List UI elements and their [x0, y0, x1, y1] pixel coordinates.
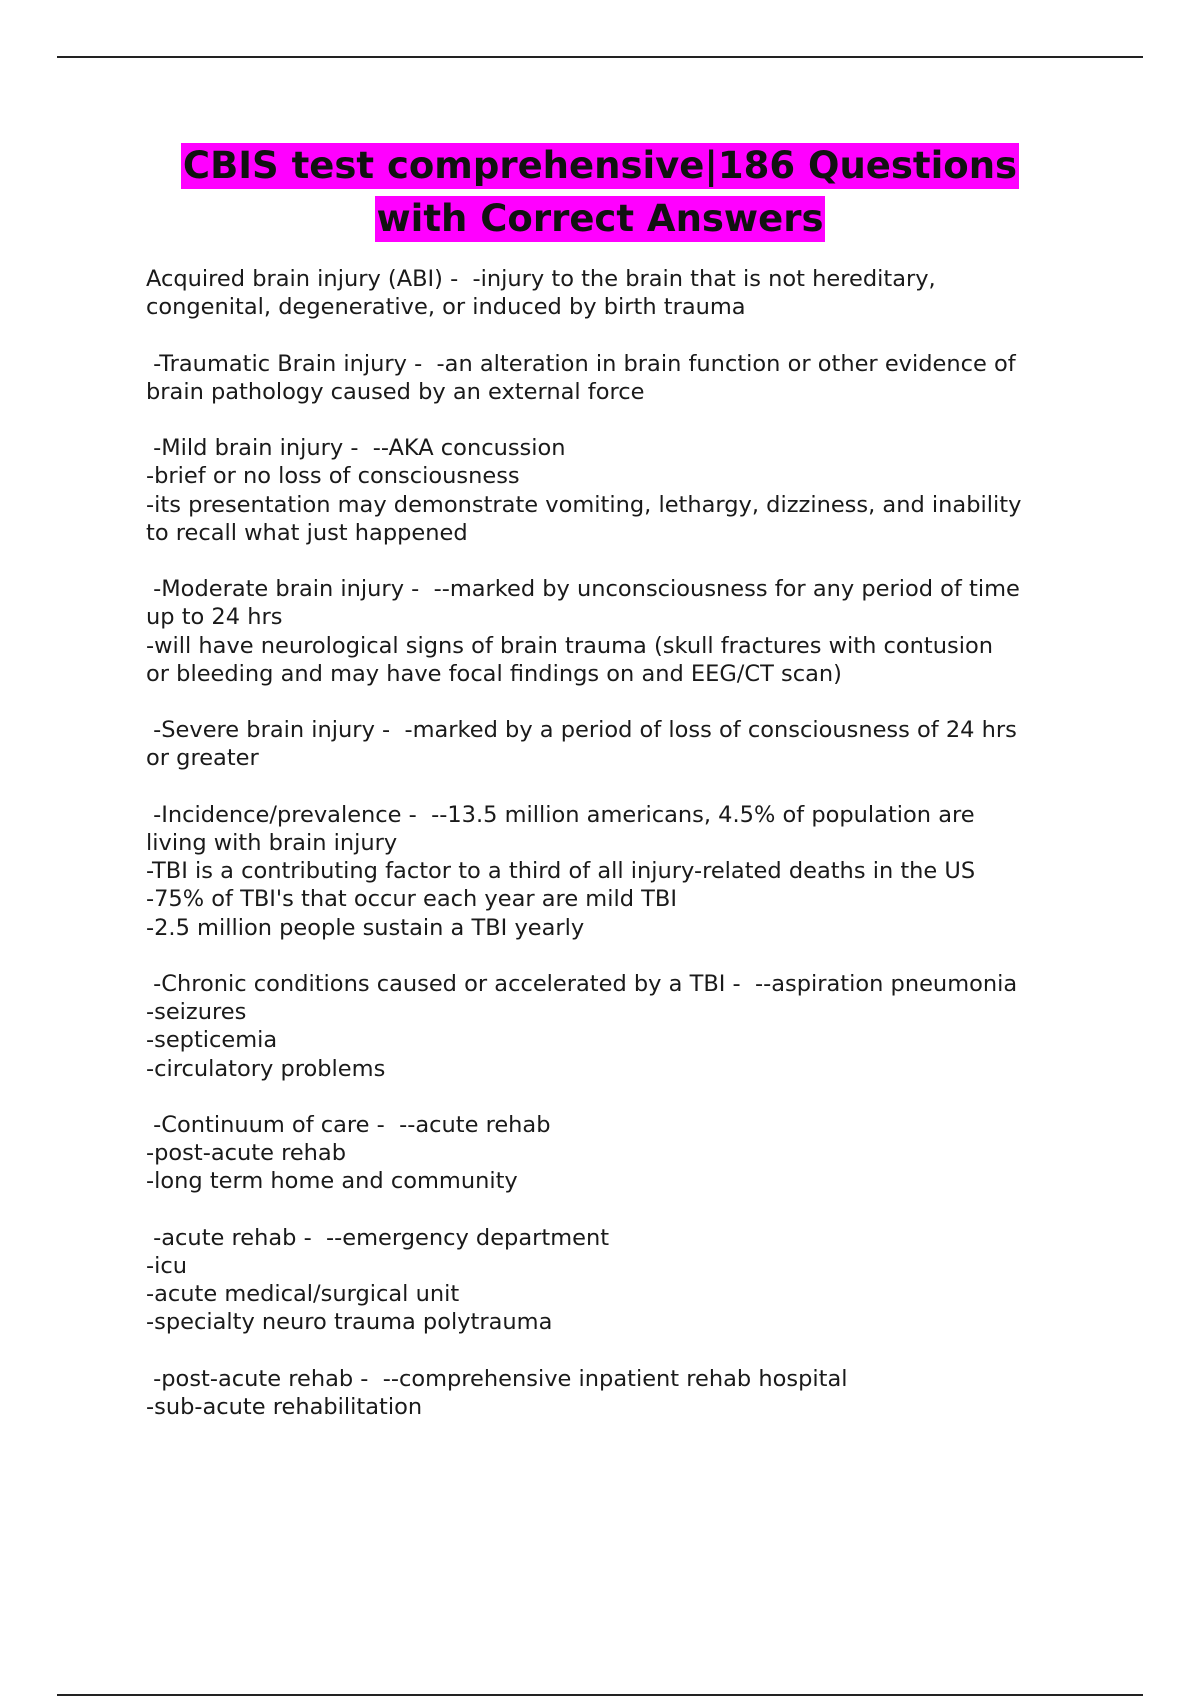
entry-chronic-conditions	[146, 970, 1096, 1083]
entry-line: -Continuum of care - --acute rehab	[146, 1111, 551, 1138]
entry-line: living with brain injury	[146, 829, 398, 856]
entry-severe-brain-injury	[146, 716, 1096, 772]
entry-line: -its presentation may demonstrate vomiting, lethargy, dizziness, and inability	[146, 491, 1022, 518]
entry-line: up to 24 hrs	[146, 604, 283, 631]
entry-line: -Traumatic Brain injury - -an alteration in brain function or other evidence of	[146, 350, 1016, 377]
entry-line: to recall what just happened	[146, 519, 468, 546]
entry-line: Acquired brain injury (ABI) - -injury to the brain that is not hereditary,	[146, 266, 936, 292]
entry-line: -post-acute rehab - --comprehensive inpatient rehab hospital	[146, 1365, 848, 1392]
entry-line: -specialty neuro trauma polytrauma	[146, 1309, 553, 1336]
entry-line: -icu	[146, 1252, 188, 1279]
entry-line: or greater	[146, 745, 259, 772]
entry-acquired-brain-injury	[146, 265, 1096, 321]
entry-line: -acute rehab - --emergency department	[146, 1224, 610, 1251]
entry-line: -seizures	[146, 999, 247, 1026]
entry-line: -post-acute rehab	[146, 1140, 346, 1167]
entry-line: -septicemia	[146, 1027, 278, 1054]
entry-line: -Incidence/prevalence - --13.5 million americans, 4.5% of population are	[146, 801, 975, 828]
entry-line: -acute medical/surgical unit	[146, 1281, 460, 1308]
entry-line: -brief or no loss of consciousness	[146, 463, 520, 490]
entry-line: congenital, degenerative, or induced by birth trauma	[146, 294, 746, 321]
document-title	[100, 143, 1100, 249]
entry-acute-rehab	[146, 1224, 1096, 1337]
entry-line: -Mild brain injury - --AKA concussion	[146, 435, 566, 462]
entry-line: -circulatory problems	[146, 1055, 386, 1082]
entry-line: -TBI is a contributing factor to a third of all injury-related deaths in the US	[146, 858, 976, 885]
entry-line: -2.5 million people sustain a TBI yearly	[146, 914, 585, 941]
entry-line: -long term home and community	[146, 1168, 518, 1195]
title-line-2: with Correct Answers	[376, 197, 824, 240]
entry-line: -Moderate brain injury - --marked by unconsciousness for any period of time	[146, 576, 1020, 603]
entry-mild-brain-injury	[146, 434, 1096, 547]
entry-line: -Severe brain injury - -marked by a period of loss of consciousness of 24 hrs	[146, 717, 1017, 744]
document-body	[146, 265, 1096, 1449]
entry-traumatic-brain-injury	[146, 350, 1096, 406]
entry-continuum-of-care	[146, 1111, 1096, 1196]
entry-line: -75% of TBI's that occur each year are mild TBI	[146, 886, 677, 913]
entry-line: -Chronic conditions caused or accelerated by a TBI - --aspiration pneumonia	[146, 970, 1018, 997]
title-line-1: CBIS test comprehensive|186 Questions	[182, 144, 1018, 187]
top-rule	[57, 56, 1143, 58]
entry-moderate-brain-injury	[146, 575, 1096, 688]
entry-line: -will have neurological signs of brain trauma (skull fractures with contusion	[146, 632, 993, 659]
entry-incidence-prevalence	[146, 801, 1096, 942]
entry-line: or bleeding and may have focal findings on and EEG/CT scan)	[146, 660, 842, 687]
entry-line: -sub-acute rehabilitation	[146, 1393, 423, 1420]
entry-post-acute-rehab	[146, 1365, 1096, 1421]
bottom-rule	[57, 1694, 1143, 1696]
entry-line: brain pathology caused by an external force	[146, 378, 645, 405]
